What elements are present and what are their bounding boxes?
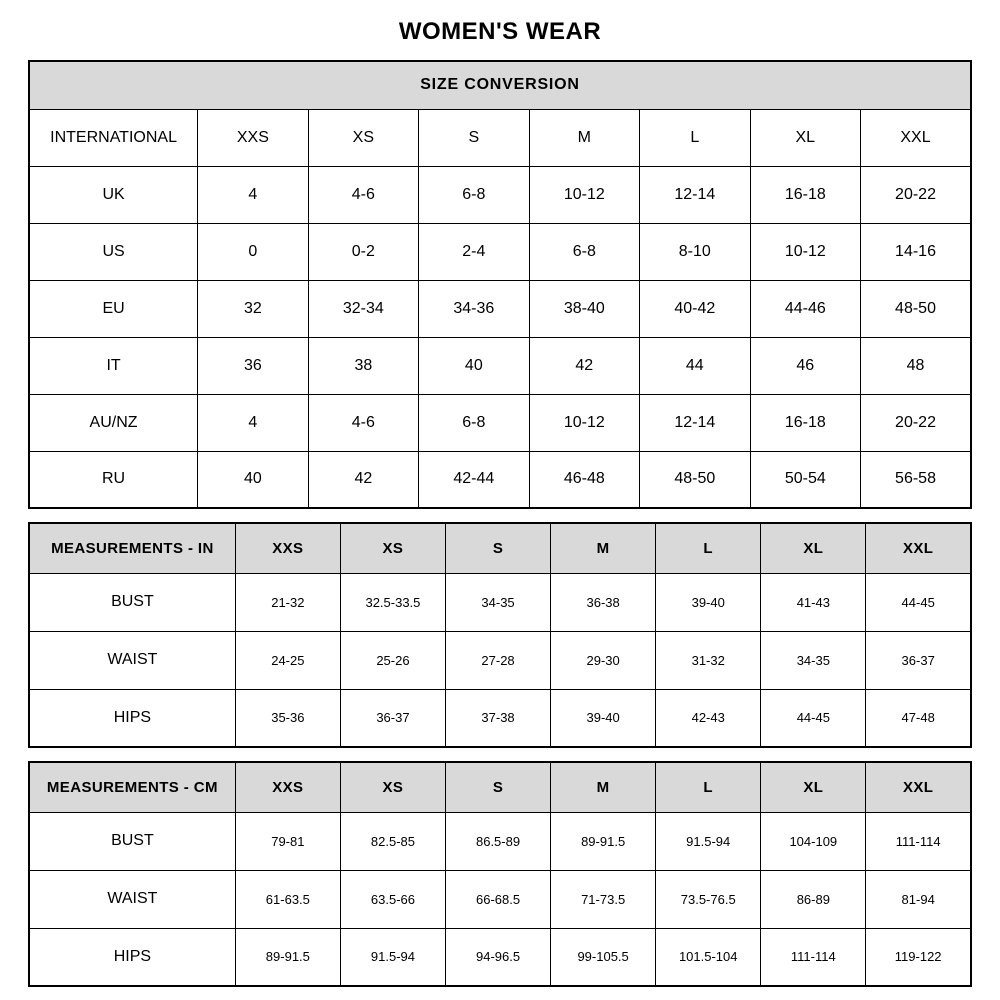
table-row (29, 928, 971, 986)
table-cell: 12-14 (640, 394, 750, 451)
table-cell: 89-91.5 (551, 812, 656, 870)
table-cell: 61-63.5 (235, 870, 340, 928)
corner-header: MEASUREMENTS - CM (29, 762, 235, 812)
size-column-header: M (551, 523, 656, 573)
table-row (29, 631, 971, 689)
table-cell: 40 (419, 337, 529, 394)
table-cell: 40-42 (640, 280, 750, 337)
table-cell: 38-40 (529, 280, 639, 337)
table-cell: 6-8 (419, 166, 529, 223)
table-cell: 48 (861, 337, 971, 394)
table-cell: 42 (308, 451, 418, 508)
size-column-header: XL (761, 523, 866, 573)
row-label: EU (29, 280, 198, 337)
table-cell: 10-12 (529, 166, 639, 223)
size-column-header: XS (308, 109, 418, 166)
row-label: HIPS (29, 928, 235, 986)
row-label: US (29, 223, 198, 280)
table-cell: 10-12 (529, 394, 639, 451)
table-cell: 73.5-76.5 (656, 870, 761, 928)
row-label: IT (29, 337, 198, 394)
table-cell: 56-58 (861, 451, 971, 508)
table-cell: 94-96.5 (445, 928, 550, 986)
table-cell: 24-25 (235, 631, 340, 689)
table-cell: 104-109 (761, 812, 866, 870)
table-cell: 36-37 (866, 631, 971, 689)
table-cell: 36 (198, 337, 308, 394)
size-column-header: L (656, 523, 761, 573)
table-cell: 16-18 (750, 394, 860, 451)
table-cell: 119-122 (866, 928, 971, 986)
table-row (29, 166, 971, 223)
row-label: BUST (29, 573, 235, 631)
table-cell: 12-14 (640, 166, 750, 223)
row-label: RU (29, 451, 198, 508)
table-cell: 50-54 (750, 451, 860, 508)
table-cell: 42 (529, 337, 639, 394)
size-column-header: S (445, 523, 550, 573)
size-column-header: S (419, 109, 529, 166)
table-row (29, 394, 971, 451)
table-cell: 42-43 (656, 689, 761, 747)
table-title: SIZE CONVERSION (29, 61, 971, 109)
table-cell: 66-68.5 (445, 870, 550, 928)
size-column-header: XXS (235, 523, 340, 573)
table-cell: 86-89 (761, 870, 866, 928)
table-cell: 34-35 (445, 573, 550, 631)
table-cell: 32 (198, 280, 308, 337)
table-cell: 0 (198, 223, 308, 280)
table-cell: 36-37 (340, 689, 445, 747)
table-cell: 31-32 (656, 631, 761, 689)
table-cell: 41-43 (761, 573, 866, 631)
table-cell: 38 (308, 337, 418, 394)
corner-header: INTERNATIONAL (29, 109, 198, 166)
table-cell: 6-8 (419, 394, 529, 451)
size-column-header: L (656, 762, 761, 812)
table-cell: 82.5-85 (340, 812, 445, 870)
table-cell: 25-26 (340, 631, 445, 689)
table-cell: 4-6 (308, 394, 418, 451)
table-cell: 46-48 (529, 451, 639, 508)
table-cell: 111-114 (866, 812, 971, 870)
table-cell: 20-22 (861, 394, 971, 451)
size-column-header: S (445, 762, 550, 812)
table-cell: 10-12 (750, 223, 860, 280)
table-cell: 44-46 (750, 280, 860, 337)
table-cell: 4 (198, 166, 308, 223)
table-cell: 39-40 (656, 573, 761, 631)
table-cell: 4-6 (308, 166, 418, 223)
table-cell: 39-40 (551, 689, 656, 747)
table-cell: 47-48 (866, 689, 971, 747)
measurements-in-table (28, 522, 972, 748)
table-header-row (29, 523, 971, 573)
size-column-header: XXL (866, 762, 971, 812)
table-cell: 34-36 (419, 280, 529, 337)
table-cell: 111-114 (761, 928, 866, 986)
table-cell: 35-36 (235, 689, 340, 747)
row-label: WAIST (29, 870, 235, 928)
row-label: AU/NZ (29, 394, 198, 451)
table-cell: 40 (198, 451, 308, 508)
table-cell: 2-4 (419, 223, 529, 280)
table-cell: 63.5-66 (340, 870, 445, 928)
table-cell: 37-38 (445, 689, 550, 747)
table-cell: 8-10 (640, 223, 750, 280)
row-label: WAIST (29, 631, 235, 689)
table-cell: 44-45 (866, 573, 971, 631)
row-label: BUST (29, 812, 235, 870)
table-header-row (29, 762, 971, 812)
table-cell: 71-73.5 (551, 870, 656, 928)
size-column-header: XS (340, 762, 445, 812)
size-column-header: M (529, 109, 639, 166)
table-row (29, 812, 971, 870)
table-cell: 48-50 (640, 451, 750, 508)
table-cell: 29-30 (551, 631, 656, 689)
size-column-header: XXL (866, 523, 971, 573)
table-header-row (29, 109, 971, 166)
table-cell: 86.5-89 (445, 812, 550, 870)
table-cell: 36-38 (551, 573, 656, 631)
table-cell: 20-22 (861, 166, 971, 223)
size-column-header: XS (340, 523, 445, 573)
measurements-cm-table (28, 761, 972, 987)
table-cell: 81-94 (866, 870, 971, 928)
table-row (29, 573, 971, 631)
table-cell: 32-34 (308, 280, 418, 337)
table-cell: 0-2 (308, 223, 418, 280)
size-column-header: XL (761, 762, 866, 812)
table-cell: 91.5-94 (656, 812, 761, 870)
table-banner-row (29, 61, 971, 109)
row-label: UK (29, 166, 198, 223)
size-column-header: XXL (861, 109, 971, 166)
row-label: HIPS (29, 689, 235, 747)
table-cell: 27-28 (445, 631, 550, 689)
table-row (29, 280, 971, 337)
page-title: WOMEN'S WEAR (398, 18, 602, 45)
table-cell: 42-44 (419, 451, 529, 508)
table-cell: 46 (750, 337, 860, 394)
table-cell: 44-45 (761, 689, 866, 747)
table-row (29, 337, 971, 394)
table-cell: 16-18 (750, 166, 860, 223)
size-column-header: M (551, 762, 656, 812)
table-cell: 89-91.5 (235, 928, 340, 986)
table-row (29, 223, 971, 280)
table-cell: 34-35 (761, 631, 866, 689)
table-row (29, 689, 971, 747)
corner-header: MEASUREMENTS - IN (29, 523, 235, 573)
size-conversion-table (28, 60, 972, 509)
table-cell: 48-50 (861, 280, 971, 337)
table-cell: 44 (640, 337, 750, 394)
table-cell: 101.5-104 (656, 928, 761, 986)
table-cell: 32.5-33.5 (340, 573, 445, 631)
size-column-header: XL (750, 109, 860, 166)
table-cell: 21-32 (235, 573, 340, 631)
table-cell: 91.5-94 (340, 928, 445, 986)
size-column-header: L (640, 109, 750, 166)
table-row (29, 870, 971, 928)
table-cell: 14-16 (861, 223, 971, 280)
table-cell: 6-8 (529, 223, 639, 280)
table-row (29, 451, 971, 508)
size-column-header: XXS (198, 109, 308, 166)
size-column-header: XXS (235, 762, 340, 812)
table-cell: 79-81 (235, 812, 340, 870)
table-cell: 4 (198, 394, 308, 451)
table-cell: 99-105.5 (551, 928, 656, 986)
